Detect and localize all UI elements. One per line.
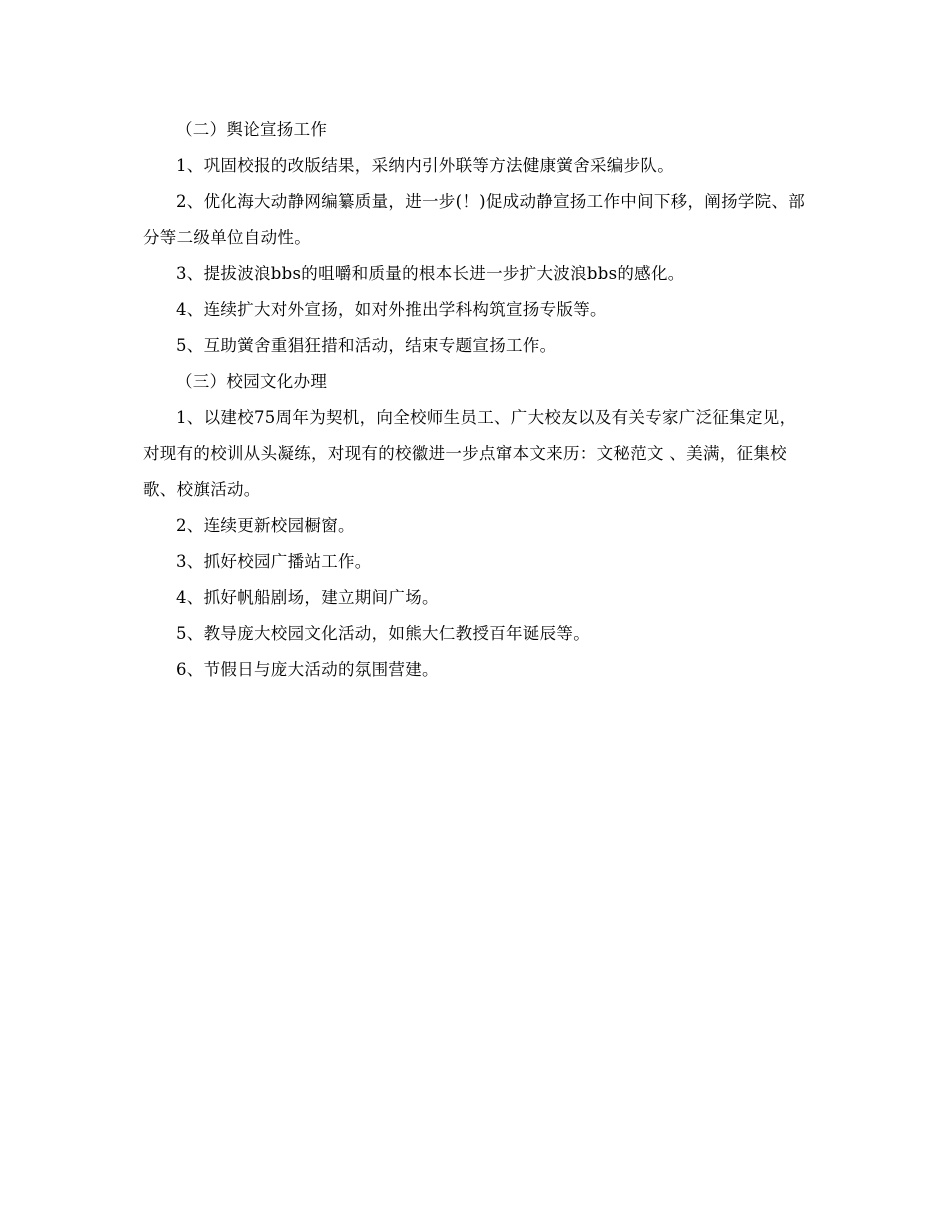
list-item: 5、互助黉舍重猖狂措和活动，结束专题宣扬工作。 xyxy=(176,336,557,355)
list-item: 3、抓好校园广播站工作。 xyxy=(176,552,372,571)
list-item: 6、节假日与庞大活动的氛围营建。 xyxy=(176,660,439,679)
list-item: 3、提拔波浪bbs的咀嚼和质量的根本长进一步扩大波浪bbs的感化。 xyxy=(176,264,685,283)
section-heading-publicity: （二）舆论宣扬工作 xyxy=(176,120,328,139)
list-item: 5、教导庞大校园文化活动，如熊大仁教授百年诞辰等。 xyxy=(176,624,590,643)
document-body xyxy=(143,112,808,688)
list-item: 4、抓好帆船剧场，建立期间广场。 xyxy=(176,588,439,607)
list-item: 2、连续更新校园橱窗。 xyxy=(176,516,355,535)
list-item: 4、连续扩大对外宣扬，如对外推出学科构筑宣扬专版等。 xyxy=(176,300,607,319)
list-item: 1、巩固校报的改版结果，采纳内引外联等方法健康黉舍采编步队。 xyxy=(176,156,674,175)
section-heading-campus-culture: （三）校园文化办理 xyxy=(176,372,328,391)
list-item: 2、优化海大动静网编纂质量，进一步(！)促成动静宣扬工作中间下移，阐扬学院、部分等二级单位自动性。 xyxy=(143,192,806,247)
list-item: 1、以建校75周年为契机，向全校师生员工、广大校友以及有关专家广泛征集定见，对现有的校训从头凝练，对现有的校徽进一步点窜本文来历：文秘范文 、美满，征集校歌、校旗活动。 xyxy=(143,408,797,499)
